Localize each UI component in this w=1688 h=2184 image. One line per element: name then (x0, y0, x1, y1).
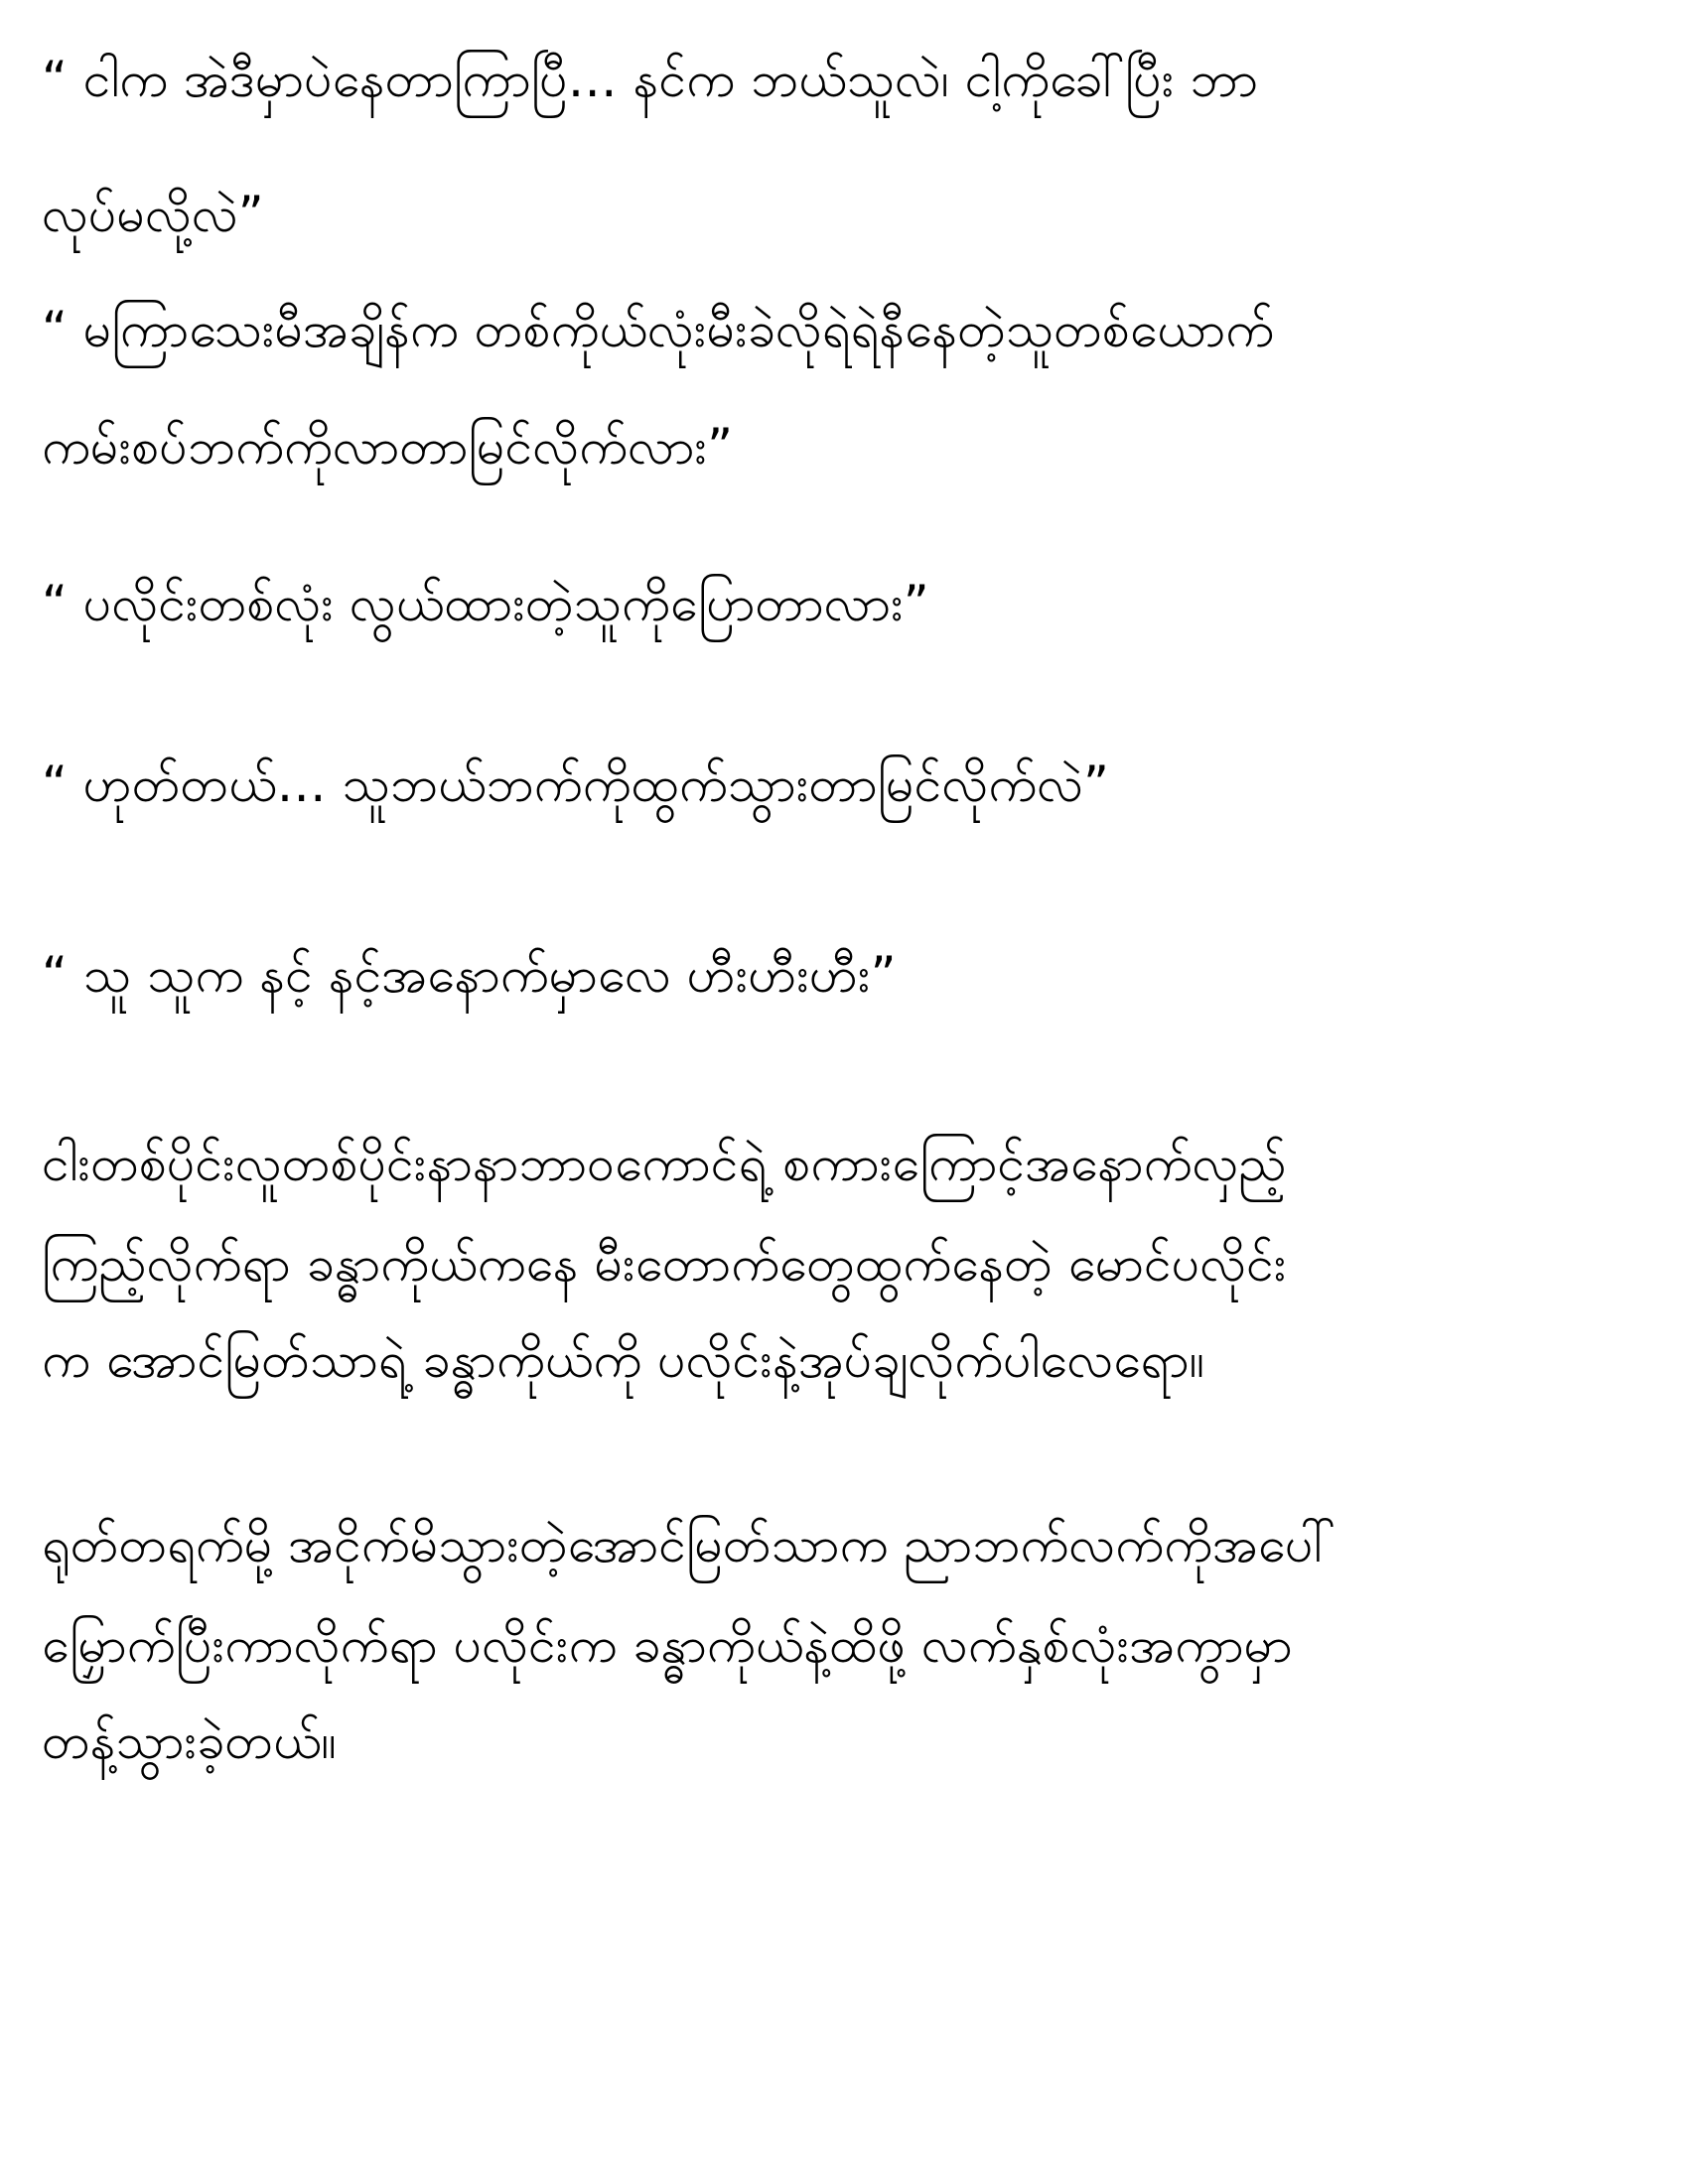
paragraph-6-line-1: ငါးတစ်ပိုင်းလူတစ်ပိုင်းနာနာဘာဝကောင်ရဲ့ စကားကြောင့်အနောက်လှည့် (42, 1135, 1287, 1192)
paragraph-4-line-1: “ ဟုတ်တယ်… သူဘယ်ဘက်ကိုထွက်သွားတာမြင်လိုက်လဲ” (42, 755, 1109, 813)
paragraph-1-line-1: “ ငါက အဲဒီမှာပဲနေတာကြာပြီ… နင်က ဘယ်သူလဲ၊ ငါ့ကိုခေါ်ပြီး ဘာ (42, 51, 1259, 108)
paragraph-2-line-1: “ မကြာသေးမီအချိန်က တစ်ကိုယ်လုံးမီးခဲလိုရဲရဲနီနေတဲ့သူတစ်ယောက် (42, 301, 1275, 358)
paragraph-7-line-1: ရုတ်တရက်မို့ အငိုက်မိသွားတဲ့အောင်မြတ်သာက ညာဘက်လက်ကိုအပေါ် (42, 1516, 1336, 1573)
paragraph-2-line-2: ကမ်းစပ်ဘက်ကိုလာတာမြင်လိုက်လား” (42, 418, 734, 476)
paragraph-7-line-2: မြှောက်ပြီးကာလိုက်ရာ ပလိုင်းက ခန္ဓာကိုယ်နဲ့ထိဖို့ လက်နှစ်လုံးအကွာမှာ (42, 1616, 1293, 1674)
paragraph-5-line-1: “ သူ သူက နင့် နင့်အနောက်မှာလေ ဟီးဟီးဟီး” (42, 946, 897, 1004)
paragraph-6-line-2: ကြည့်လိုက်ရာ ခန္ဓာကိုယ်ကနေ မီးတောက်တွေထွက်နေတဲ့ မောင်ပလိုင်း (42, 1235, 1287, 1293)
paragraph-6-line-3: က အောင်မြတ်သာရဲ့ ခန္ဓာကိုယ်ကို ပလိုင်းနဲ့အုပ်ချလိုက်ပါလေရော။ (42, 1331, 1204, 1389)
paragraph-1-line-2: လုပ်မလို့လဲ” (42, 186, 264, 243)
paragraph-7-line-3: တန့်သွားခဲ့တယ်။ (42, 1712, 337, 1770)
document-page (42, 0, 1640, 2184)
paragraph-3-line-1: “ ပလိုင်းတစ်လုံး လွယ်ထားတဲ့သူကိုပြောတာလား” (42, 575, 929, 632)
